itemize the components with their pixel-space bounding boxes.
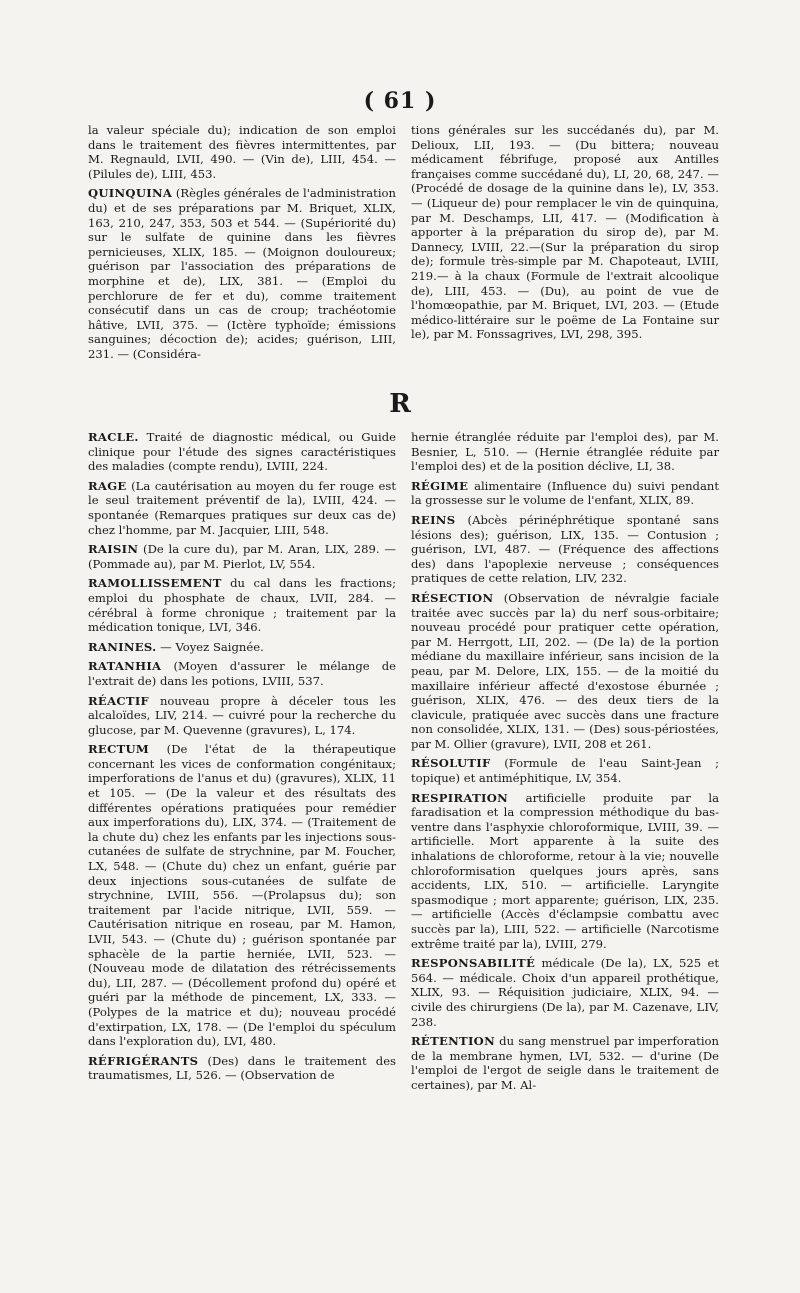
index-entry (88, 430, 396, 474)
entry-headword: RAGE (88, 478, 127, 493)
entry-text: — Voyez Saignée. (156, 639, 264, 654)
entry-text: du sang menstruel par imperforation de la membrane hymen, LVI, 532. — d'urine (De l'emploi de l'ergot de seigle dans le traitement de certaines), par M. Al- (411, 1034, 719, 1092)
bottom-left-column (88, 430, 396, 1088)
entry-text: nouveau propre à déceler tous les alcaloïdes, LIV, 214. — cuivré pour la recherche du glucose, par M. Quevenne (gravures), L, 174. (88, 693, 396, 737)
entry-text: tions générales sur les succédanés du), par M. Delioux, LII, 193. — (Du bittera; nouveau médicament fébrifuge, proposé aux Antilles françaises comme succédané du), LI, 20, 68, 247. — (Procédé de dosage de la quinine dans le), LV, 353.— (Liqueur de) pour remplacer le vin de quinquina, par M. Deschamps, LII, 417. — (Modification à apporter à la préparation du sirop de), par M. Dannecy, LVIII, 22.—(Sur la préparation du sirop de); formule très-simple par M. Chapoteaut, LVIII, 219.— à la chaux (Formule de l'extrait alcoolique de), LIII, 453. — (Du), au point de vue de l'homœopathie, par M. Briquet, LVI, 203. — (Etude médico-littéraire sur le poëme de La Fontaine sur le), par M. Fonssagrives, LVI, 298, 395. (411, 123, 719, 342)
index-entry (88, 576, 396, 634)
entry-text: du cal dans les fractions; emploi du phosphate de chaux, LVII, 284. — cérébral à forme chronique ; traitement par la médication tonique, LVI, 346. (88, 576, 396, 635)
entry-headword: RÉFRIGÉRANTS (88, 1053, 199, 1068)
entry-text: (De la cure du), par M. Aran, LIX, 289. — (Pommade au), par M. Pierlot, LV, 554. (88, 542, 396, 571)
entry-headword: RÉSOLUTIF (411, 756, 491, 771)
entry-text: (Formule de l'eau Saint-Jean ; topique) et antiméphitique, LV, 354. (411, 756, 719, 786)
entry-text: hernie étranglée réduite par l'emploi des), par M. Besnier, L, 510. — (Hernie étranglée réduite par l'emploi des) et de la position déclive, LI, 38. (411, 430, 719, 474)
entry-text: alimentaire (Influence du) suivi pendant la grossesse sur le volume de l'enfant, XLIX, 89. (411, 478, 719, 508)
entry-text: (Observation de névralgie faciale traitée avec succès par la) du nerf sous-orbitaire; nouveau procédé pour pratiquer cette opération, par M. Herrgott, LII, 202. — (De la) de la portion médiane du maxillaire inférieur, sans incision de la peau, par M. Delore, LIX, 155. — de la moitié du maxillaire inférieur affecté d'exostose éburnée ; guérison, XLIX, 476. — des deux tiers de la clavicule, pratiquée avec succès dans une fracture non consolidée, XLIX, 131. — (Des) sous-périostées, par M. Ollier (gravure), LVII, 208 et 261. (411, 590, 719, 751)
entry-headword: RESPONSABILITÉ (411, 956, 536, 971)
index-entry (88, 694, 396, 738)
entry-text: (La cautérisation au moyen du fer rouge est le seul traitement préventif de la), LVIII, 424. — spontanée (Remarques pratiques sur deux cas de) chez l'homme, par M. Jacquier, LIII, 548. (88, 478, 396, 537)
entry-headword: RECTUM (88, 742, 150, 757)
index-entry (88, 186, 396, 361)
entry-text: médicale (De la), LX, 525 et 564. — médicale. Choix d'un appareil prothétique, XLIX, 93. — Réquisition judiciaire, XLIX, 94. — civile des chirurgiens (De la), par M. Cazenave, LIV, 238. (411, 956, 719, 1029)
page-number: ( 61 ) (363, 88, 437, 114)
entry-text: (Des) dans le traitement des traumatismes, LI, 526. — (Observation de (88, 1053, 396, 1083)
entry-headword: RATANHIA (88, 659, 162, 674)
index-entry (88, 1054, 396, 1083)
entry-text: (Règles générales de l'administration du) et de ses préparations par M. Briquet, XLIX, 163, 210, 247, 353, 503 et 544. — (Supériorité du) sur le sulfate de quinine dans les fièvres pernicieuses, XLIX, 185. — (Moignon douloureux; guérison par l'association des préparations de morphine et de), LIX, 381. — (Emploi du perchlorure de fer et du), comme traitement consécutif dans un cas de croup; trachéotomie hâtive, LVII, 375. — (Ictère typhoïde; émissions sanguines; décoction de); acides; guérison, LIII, 231. — (Considéra- (88, 186, 396, 361)
index-entry (88, 542, 396, 571)
entry-headword: RAISIN (88, 542, 139, 557)
entry-text: Traité de diagnostic médical, ou Guide clinique pour l'étude des signes caractéristiques des maladies (compte rendu), LVIII, 224. (88, 430, 396, 474)
entry-text: (Abcès périnéphrétique spontané sans lésions des); guérison, LIX, 135. — Contusion ; guérison, LVI, 487. — (Fréquence des affections des) dans l'apoplexie nerveuse ; conséquences pratiques de cette relation, LIV, 232. (411, 512, 719, 586)
index-entry (411, 756, 719, 785)
index-entry (411, 791, 719, 952)
index-entry (411, 513, 719, 586)
index-entry (88, 123, 396, 181)
index-entry (88, 479, 396, 537)
index-entry (411, 479, 719, 508)
entry-headword: RAMOLLISSEMENT (88, 576, 222, 591)
entry-headword: REINS (411, 512, 456, 527)
index-entry (411, 956, 719, 1029)
entry-text: artificielle produite par la faradisation et la compression méthodique du bas-ventre dans l'asphyxie chloroformique, LVIII, 39. — artificielle. Mort apparente à la suite des inhalations de chloroforme, retour à la vie; nouvelle chloroformisation quelques jours après, sans accidents, LIX, 510. — artificielle. Laryngite spasmodique ; mort apparente; guérison, LIX, 235. — artificielle (Accès d'éclampsie combattu avec succès par la), LIII, 522. — artificielle (Narcotisme extrême traité par la), LVIII, 279. (411, 790, 719, 951)
entry-headword: RACLE. (88, 430, 139, 444)
entry-headword: RESPIRATION (411, 790, 509, 805)
entry-text: (Moyen d'assurer le mélange de l'extrait de) dans les potions, LVIII, 537. (88, 659, 396, 688)
bottom-right-column (411, 430, 719, 1098)
entry-headword: RÉACTIF (88, 693, 150, 708)
index-entry (411, 430, 719, 474)
top-left-column (88, 123, 396, 367)
index-entry (88, 659, 396, 688)
top-right-column (411, 123, 719, 347)
index-entry (411, 123, 719, 342)
index-entry (88, 640, 396, 655)
index-entry (411, 591, 719, 752)
entry-text: (De l'état de la thérapeutique concernant les vices de conformation congénitaux; imperforations de l'anus et du) (gravures), XLIX, 11 et 105. — (De la valeur et des résultats des différentes opérations pratiquées pour remédier aux imperforations du), LIX, 374. — (Traitement de la chute du) chez les enfants par les injections sous-cutanées de sulfate de strychnine, par M. Foucher, LX, 548. — (Chute du) chez un enfant, guérie par deux injections sous-cutanées de sulfate de strychnine, LVIII, 556. —(Prolapsus du); son traitement par l'acide nitrique, LVII, 559. — Cautérisation nitrique en roseau, par M. Hamon, LVII, 543. — (Chute du) ; guérison spontanée par sphacèle de la partie herniée, LVII, 523. — (Nouveau mode de dilatation des rétrécissements du), LII, 287. — (Décollement profond du) opéré et guéri par la méthode de pincement, LX, 333. — (Polypes de la matrice et du); nouveau procédé d'extirpation, LX, 178. — (De l'emploi du spéculum dans l'exploration du), LVI, 480. (88, 742, 396, 1049)
entry-headword: RÉGIME (411, 478, 469, 493)
section-letter: R (389, 389, 411, 419)
entry-headword: RANINES. (88, 639, 157, 654)
index-entry (88, 742, 396, 1048)
entry-headword: RÉTENTION (411, 1034, 495, 1049)
index-entry (411, 1034, 719, 1092)
entry-headword: RÉSECTION (411, 590, 494, 605)
entry-text: la valeur spéciale du); indication de son emploi dans le traitement des fièvres intermittentes, par M. Regnauld, LVII, 490. — (Vin de), LIII, 454. — (Pilules de), LIII, 453. (88, 123, 396, 181)
entry-headword: QUINQUINA (88, 186, 173, 201)
